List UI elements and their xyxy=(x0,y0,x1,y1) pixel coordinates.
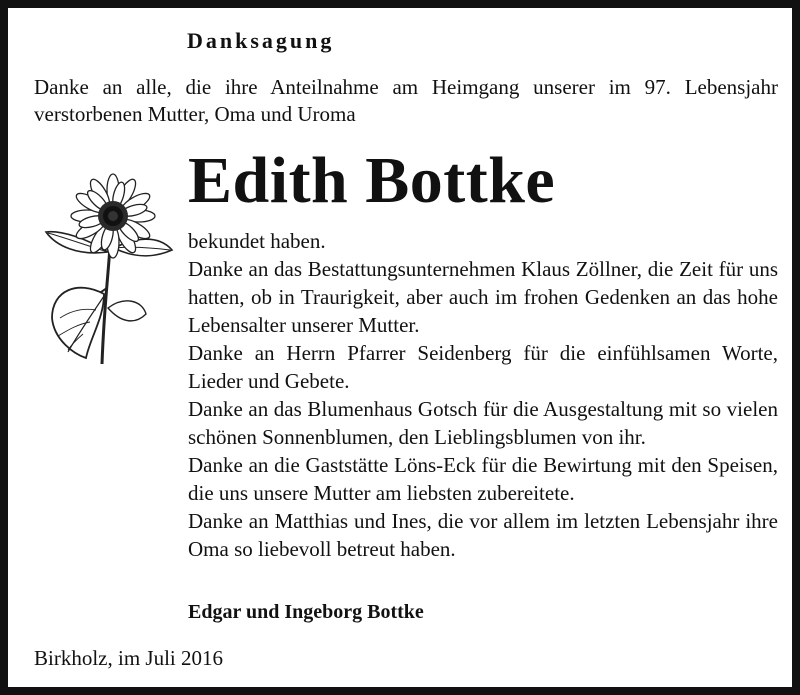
signature: Edgar und Ingeborg Bottke xyxy=(188,601,424,623)
thanks-paragraph: Danke an das Blumenhaus Gotsch für die Ausgestaltung mit so vielen schönen Sonnenblumen, den Lieblingsblumen von ihr. xyxy=(188,397,778,449)
intro-text: Danke an alle, die ihre Anteilnahme am Heimgang unserer im 97. Lebensjahr verstorbenen Mutter, Oma und Uroma xyxy=(34,75,778,126)
thanks-paragraph: Danke an Herrn Pfarrer Seidenberg für die einfühlsamen Worte, Lieder und Gebete. xyxy=(188,341,778,393)
notice-heading: Danksagung xyxy=(187,28,335,53)
deceased-name: Edith Bottke xyxy=(188,144,556,217)
thanks-body xyxy=(188,227,778,563)
thanks-paragraph: Danke an die Gaststätte Löns-Eck für die Bewirtung mit den Speisen, die uns unsere Mutter am liebsten zubereitete. xyxy=(188,453,778,505)
obituary-notice xyxy=(8,8,792,687)
thanks-paragraph: Danke an das Bestattungsunternehmen Klaus Zöllner, die Zeit für uns hatten, ob in Traurigkeit, aber auch im frohen Gedenken an das hohe Lebensalter unserer Mutter. xyxy=(188,257,778,337)
place-date: Birkholz, im Juli 2016 xyxy=(34,646,223,670)
sunflower-icon xyxy=(38,168,188,368)
thanks-paragraph: bekundet haben. xyxy=(188,229,326,253)
thanks-paragraph: Danke an Matthias und Ines, die vor allem im letzten Lebensjahr ihre Oma so liebevoll betreut haben. xyxy=(188,509,778,561)
